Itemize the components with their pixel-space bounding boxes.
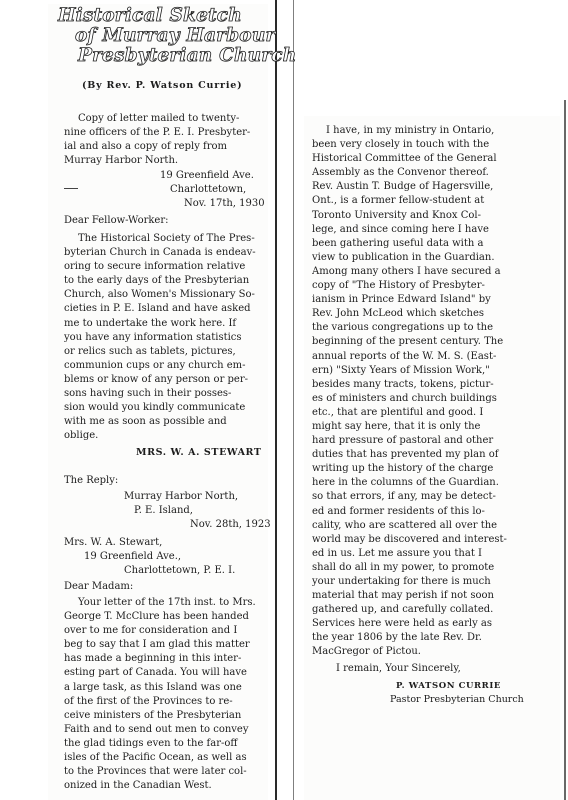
clipping-edge (564, 100, 566, 800)
text-line: ianism in Prince Edward Island" by (312, 294, 491, 306)
text-line: might say here, that it is only the (312, 420, 481, 432)
text-line: cieties in P. E. Island and have asked (64, 303, 251, 315)
text-line: Copy of letter mailed to twenty- (78, 113, 240, 124)
address-line: 19 Greenfield Ave. (160, 170, 254, 181)
text-line: ial and also a copy of reply from (64, 141, 228, 153)
text-line: ern) "Sixty Years of Mission Work," (312, 364, 490, 376)
text-line: or relics such as tablets, pictures, (64, 345, 236, 357)
text-line: to the early days of the Presbyterian (64, 275, 250, 287)
text-line: so that errors, if any, may be detect- (312, 491, 496, 503)
intro-paragraph (64, 112, 264, 168)
text-line: Historical Committee of the General (312, 153, 497, 165)
text-line: writing up the history of the charge (312, 463, 494, 475)
text-line: The Historical Society of The Pres- (78, 233, 255, 244)
signature: MRS. W. A. STEWART (136, 447, 262, 458)
text-line: been very closely in touch with the (312, 139, 490, 151)
text-line: duties that has prevented my plan of (312, 449, 499, 461)
text-line: copy of "The History of Presbyter- (312, 280, 485, 292)
text-line: Church, also Women's Missionary So- (64, 289, 255, 301)
text-line: lege, and since coming here I have (312, 223, 489, 235)
text-line: Rev. Austin T. Budge of Hagersville, (312, 181, 494, 193)
text-line: besides many tracts, tokens, pictur- (312, 378, 494, 390)
reply-heading: The Reply: (64, 475, 119, 486)
text-line: isles of the Pacific Ocean, as well as (64, 752, 247, 764)
clipping-edge (275, 0, 277, 800)
text-line: view to publication in the Guardian. (312, 251, 495, 263)
text-line: sons having such in their posses- (64, 388, 232, 400)
reply-address (124, 490, 271, 532)
text-line: ceive ministers of the Presbyterian (64, 709, 242, 721)
signature-title: Pastor Presbyterian Church (390, 694, 524, 705)
address-line: Charlottetown, (170, 184, 247, 196)
text-line: Services here were held as early as (312, 618, 493, 630)
address-line: P. E. Island, (134, 505, 193, 517)
reply-body-right (312, 124, 552, 660)
text-line: over to me for consideration and I (64, 625, 238, 637)
text-line: oblige. (64, 430, 99, 442)
text-line: here in the columns of the Guardian. (312, 477, 499, 489)
address-line: Nov. 17th, 1930 (184, 198, 265, 210)
title-line: Historical Sketch (58, 5, 242, 26)
text-line: ed in us. Let me assure you that I (312, 547, 482, 559)
salutation: Dear Fellow-Worker: (64, 215, 169, 226)
recipient-line: Mrs. W. A. Stewart, (64, 537, 163, 548)
text-line: has made a beginning in this inter- (64, 653, 242, 665)
text-line: world may be discovered and interest- (312, 533, 507, 545)
recipient-line: Charlottetown, P. E. I. (124, 565, 236, 577)
text-line: Faith and to send out men to convey (64, 723, 249, 735)
text-line: a large task, as this Island was one (64, 681, 242, 693)
text-line: byterian Church in Canada is endeav- (64, 247, 256, 259)
text-line: Among many others I have secured a (312, 265, 501, 277)
text-line: etc., that are plentiful and good. I (312, 406, 484, 418)
address-line: Nov. 28th, 1923 (190, 519, 271, 531)
text-line: to the Provinces that were later col- (64, 766, 247, 778)
byline: (By Rev. P. Watson Currie) (82, 80, 243, 91)
text-line: onized in the Canadian West. (64, 780, 212, 792)
text-line: you have any information statistics (64, 331, 242, 343)
reply-body-left (64, 596, 264, 793)
text-line: your undertaking for there is much (312, 576, 491, 587)
text-line: oring to secure information relative (64, 261, 246, 273)
text-line: of the first of the Provinces to re- (64, 695, 233, 707)
text-line: I have, in my ministry in Ontario, (326, 125, 495, 136)
text-line: MacGregor of Pictou. (312, 646, 421, 658)
text-line: the year 1806 by the late Rev. Dr. (312, 632, 482, 644)
text-line: sion would you kindly communicate (64, 402, 246, 414)
letter-address (160, 169, 265, 211)
text-line: annual reports of the W. M. S. (East- (312, 350, 497, 362)
text-line: beginning of the present century. The (312, 336, 504, 348)
title-line: of Murray Harbour (75, 25, 276, 46)
closing: I remain, Your Sincerely, (336, 663, 461, 674)
address-line: Murray Harbor North, (124, 491, 239, 502)
salutation: Dear Madam: (64, 581, 134, 592)
text-line: George T. McClure has been handed (64, 611, 249, 623)
text-line: cality, who are scattered all over the (312, 519, 498, 531)
letter-body (64, 232, 264, 443)
text-line: es of ministers and church buildings (312, 392, 497, 404)
text-line: Toronto University and Knox Col- (312, 209, 481, 221)
text-line: been gathering useful data with a (312, 237, 484, 249)
recipient-block (64, 536, 235, 578)
text-line: Rev. John McLeod which sketches (312, 308, 484, 320)
text-line: communion cups or any church em- (64, 359, 246, 371)
text-line: esting part of Canada. You will have (64, 667, 247, 679)
text-line: blems or know of any person or per- (64, 373, 249, 385)
text-line: me to undertake the work here. If (64, 317, 237, 329)
text-line: the glad tidings even to the far-off (64, 737, 238, 749)
text-line: nine officers of the P. E. I. Presbyter- (64, 127, 251, 139)
text-line: Murray Harbor North. (64, 155, 179, 167)
signature-name: P. WATSON CURRIE (396, 681, 501, 691)
text-line: the various congregations up to the (312, 322, 494, 334)
text-line: ed and former residents of this lo- (312, 505, 485, 517)
recipient-line: 19 Greenfield Ave., (84, 551, 182, 563)
text-line: Your letter of the 17th inst. to Mrs. (78, 597, 256, 608)
text-line: beg to say that I am glad this matter (64, 639, 250, 651)
clipping-edge (293, 0, 294, 800)
smudge-mark (64, 188, 78, 189)
text-line: Ont., is a former fellow-student at (312, 195, 485, 207)
text-line: Assembly as the Convenor thereof. (312, 167, 489, 179)
text-line: with me as soon as possible and (64, 416, 227, 428)
title-line: Presbyterian Church (78, 45, 297, 66)
text-line: shall do all in my power, to promote (312, 561, 495, 573)
text-line: gathered up, and carefully collated. (312, 604, 494, 616)
text-line: hard pressure of pastoral and other (312, 435, 494, 447)
text-line: material that may perish if not soon (312, 590, 494, 602)
